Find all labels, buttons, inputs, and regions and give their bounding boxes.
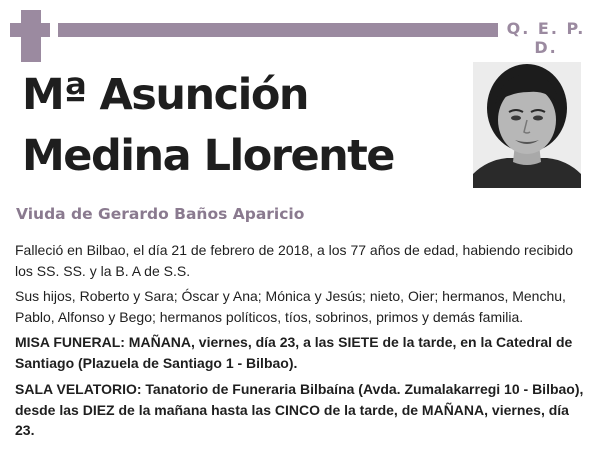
- qepd-label: Q. E. P. D.: [506, 19, 586, 57]
- portrait-photo: [473, 62, 581, 188]
- death-notice-paragraph: Falleció en Bilbao, el día 21 de febrero de 2018, a los 77 años de edad, habiendo recibido los SS. SS. y la B. A de S.S.: [15, 242, 574, 279]
- cross-horizontal: [10, 23, 50, 37]
- wake-room-paragraph: SALA VELATORIO: Tanatorio de Funeraria Bilbaína (Avda. Zumalakarregi 10 - Bilbao), desde las DIEZ de la mañana hasta las CINCO de la tarde, de MAÑANA, viernes, día 23.: [15, 381, 584, 438]
- header-bar: [58, 23, 498, 37]
- widow-of-line: Viuda de Gerardo Baños Aparicio: [16, 205, 305, 223]
- funeral-mass-paragraph: MISA FUNERAL: MAÑANA, viernes, día 23, a las SIETE de la tarde, en la Catedral de Santiago (Plazuela de Santiago 1 - Bilbao).: [15, 334, 573, 371]
- family-paragraph: Sus hijos, Roberto y Sara; Óscar y Ana; Mónica y Jesús; nieto, Oier; hermanos, Menchu, Pablo, Alfonso y Bego; hermanos políticos, tíos, sobrinos, primos y demás familia.: [15, 288, 566, 325]
- deceased-name-line1: Mª Asunción: [22, 70, 308, 120]
- portrait-image: [473, 62, 581, 188]
- deceased-name-line2: Medina Llorente: [22, 131, 394, 181]
